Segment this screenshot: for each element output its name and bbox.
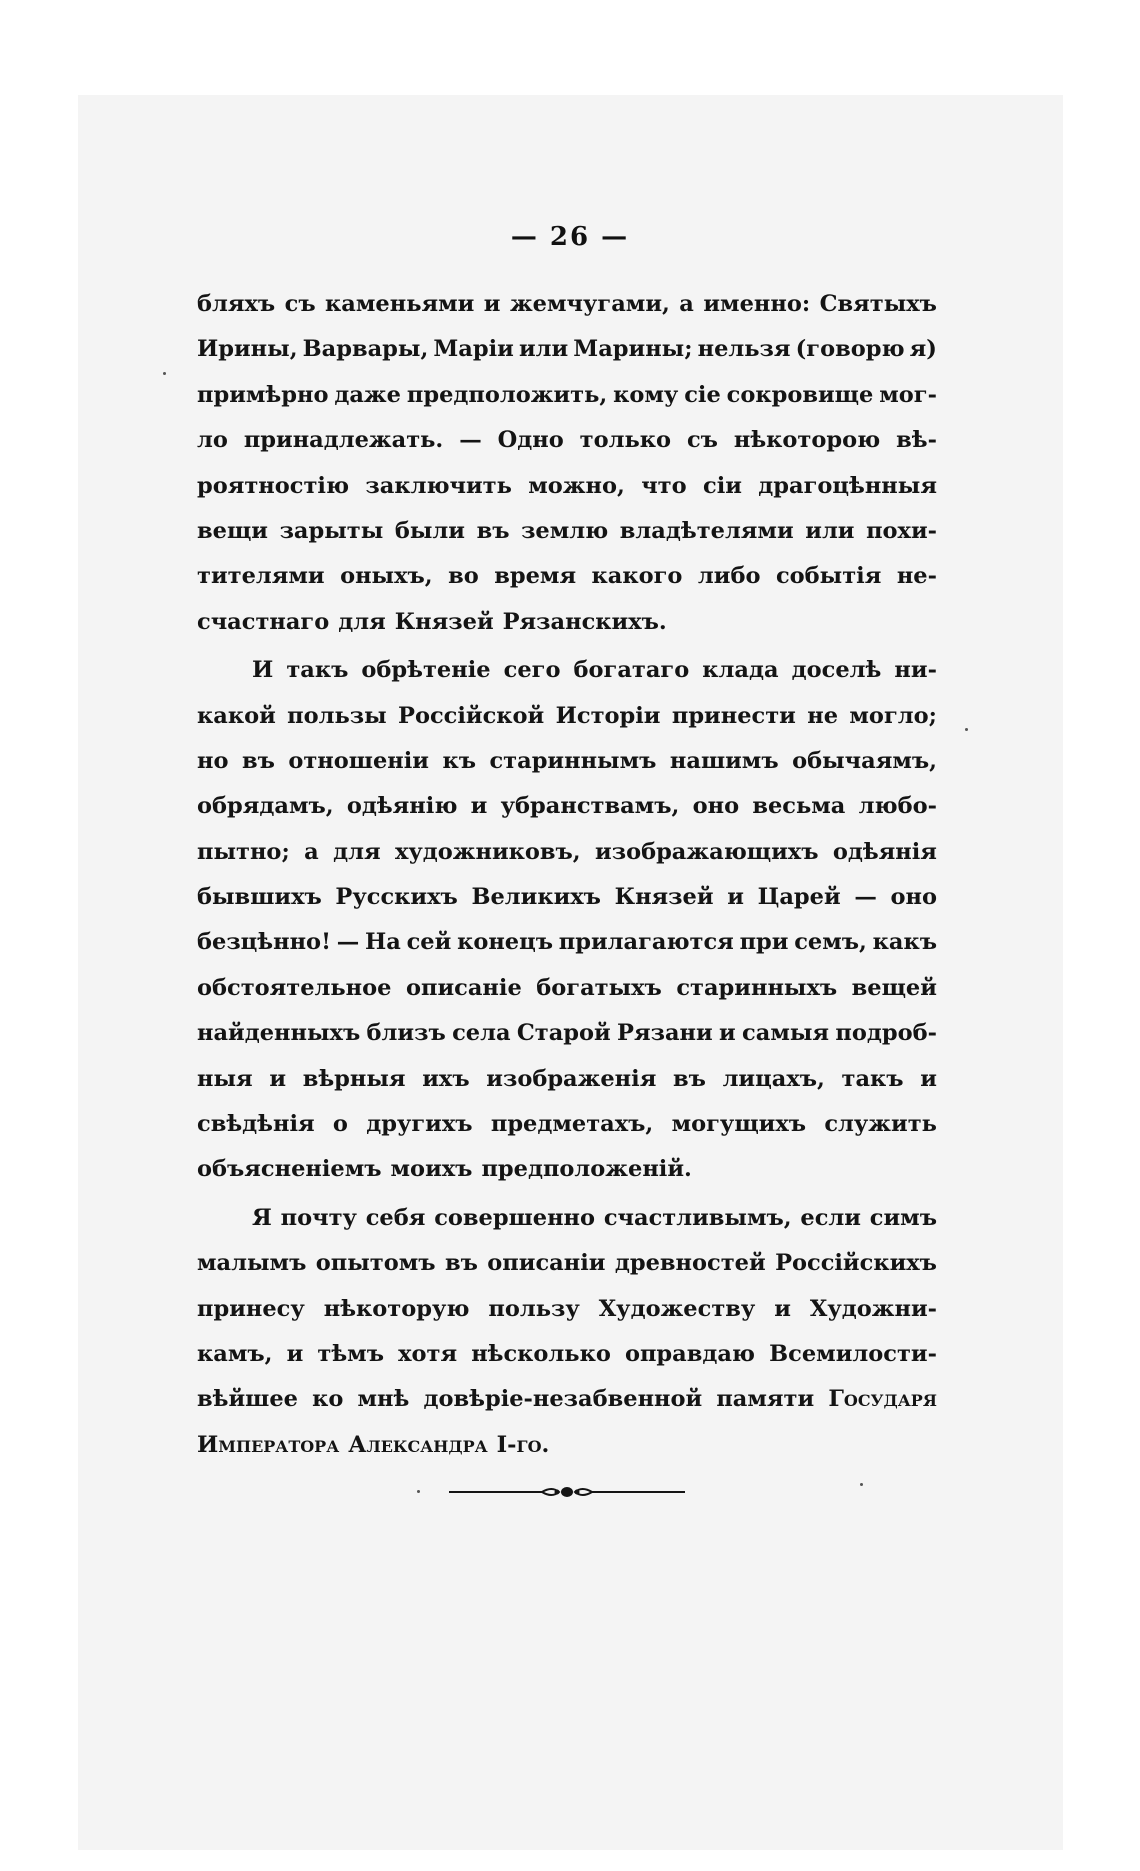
word: пытно;	[197, 838, 290, 865]
word: обычаямъ,	[792, 747, 937, 774]
text-line	[197, 875, 937, 920]
word: старинныхъ	[676, 974, 838, 1001]
word: одѣянія	[832, 838, 937, 865]
word: ко	[312, 1386, 344, 1413]
word: не	[807, 702, 839, 729]
word: при	[739, 929, 789, 956]
page-speck	[417, 1490, 420, 1493]
word: похи-	[866, 517, 937, 544]
word: Царей	[757, 884, 841, 911]
word: Одно	[497, 427, 564, 454]
word: I-го.	[496, 1431, 550, 1458]
word: въ	[241, 747, 275, 774]
word: изображающихъ	[595, 838, 819, 865]
word: моихъ	[390, 1156, 473, 1183]
word: я)	[909, 336, 937, 363]
word: памяти	[716, 1386, 815, 1413]
word: совершенно	[434, 1204, 596, 1231]
word: время	[494, 563, 577, 590]
word: Ирины,	[197, 336, 298, 363]
page-speck	[163, 372, 166, 375]
word: Всемилости-	[769, 1340, 937, 1367]
word: ныя	[197, 1065, 253, 1092]
word: —	[459, 427, 482, 454]
text-line	[197, 739, 937, 784]
word: такъ	[841, 1065, 904, 1092]
word: древностей	[614, 1250, 766, 1277]
word: отношеніи	[288, 747, 429, 774]
word: а	[304, 838, 319, 865]
word: и	[719, 1020, 736, 1047]
word: роятностію	[197, 472, 350, 499]
word: пользу	[488, 1295, 580, 1322]
word: либо	[697, 563, 761, 590]
word: могло;	[849, 702, 937, 729]
word: Святыхъ	[819, 291, 937, 317]
word: описаніе	[405, 974, 522, 1001]
text-line	[197, 920, 937, 965]
text-line	[197, 1287, 937, 1332]
word: принадлежать.	[243, 427, 444, 454]
word: оно	[692, 793, 740, 820]
word: богатыхъ	[536, 974, 662, 1001]
word: владѣтелями	[619, 517, 794, 544]
word: и	[483, 291, 501, 317]
word: и	[774, 1295, 791, 1322]
word: На	[364, 929, 401, 956]
word: весьма	[752, 793, 846, 820]
word: Рязанскихъ.	[502, 608, 667, 635]
word: семъ,	[794, 929, 867, 956]
word: нельзя	[697, 336, 791, 363]
word: Императора	[197, 1431, 340, 1458]
word: въ	[672, 1065, 706, 1092]
text-line	[197, 1241, 937, 1286]
word: (говорю	[795, 336, 905, 363]
word: самыя	[742, 1020, 830, 1047]
word: предметахъ,	[490, 1111, 654, 1138]
word: что	[641, 472, 687, 499]
word: объясненіемъ	[197, 1156, 382, 1183]
word: съ	[284, 291, 316, 317]
word: какой	[197, 702, 276, 729]
text-line	[197, 1377, 937, 1422]
word: села	[452, 1020, 511, 1047]
word: съ	[686, 427, 718, 454]
tailpiece-ornament	[447, 1484, 687, 1500]
word: Великихъ	[471, 884, 601, 911]
text-line	[197, 1147, 937, 1192]
word: только	[579, 427, 672, 454]
word: въ	[444, 1250, 478, 1277]
text-line	[197, 554, 937, 599]
text-line	[197, 418, 937, 463]
word: предположить,	[406, 381, 608, 408]
word: обрѣтеніе	[361, 657, 491, 684]
word: Старой	[516, 1020, 611, 1047]
text-line	[197, 1057, 937, 1102]
word: довѣріе-незабвенной	[423, 1386, 703, 1413]
word: подроб-	[835, 1020, 937, 1047]
text-line	[197, 1011, 937, 1056]
word: —	[854, 884, 877, 911]
word: себя	[365, 1204, 426, 1231]
word: принести	[671, 702, 796, 729]
word: тителями	[197, 563, 325, 590]
word: —	[336, 929, 360, 956]
word: вѣйшее	[197, 1386, 298, 1413]
word: Рязани	[617, 1020, 713, 1047]
word: прилагаются	[558, 929, 734, 956]
word: ни-	[894, 657, 937, 684]
text-line	[197, 282, 937, 327]
word: сего	[503, 657, 561, 684]
word: нѣкоторою	[733, 427, 881, 454]
word: Художеству	[598, 1295, 756, 1322]
word: сокровище	[726, 381, 874, 408]
word: можно,	[528, 472, 625, 499]
word: богатаго	[573, 657, 690, 684]
word: принесу	[197, 1295, 305, 1322]
word: оно	[890, 884, 937, 911]
text-line	[197, 966, 937, 1011]
word: Князей	[394, 608, 494, 635]
word: ихъ	[422, 1065, 470, 1092]
word: стариннымъ	[489, 747, 657, 774]
word: Исторіи	[555, 702, 661, 729]
word: примѣрно	[197, 381, 329, 408]
word: а	[679, 291, 694, 317]
word: Князей	[614, 884, 714, 911]
word: сіи	[703, 472, 742, 499]
word: почту	[280, 1204, 357, 1231]
word: камъ,	[197, 1340, 273, 1367]
word: убранствамъ,	[500, 793, 680, 820]
word: любо-	[858, 793, 937, 820]
word: или	[518, 336, 569, 363]
word: могущихъ	[671, 1111, 807, 1138]
word: хотя	[398, 1340, 458, 1367]
word: именно:	[703, 291, 811, 317]
text-line	[197, 509, 937, 554]
word: сіе	[684, 381, 721, 408]
word: нашимъ	[669, 747, 779, 774]
word: бывшихъ	[197, 884, 322, 911]
word: бляхъ	[197, 291, 276, 317]
word: драгоцѣнныя	[758, 472, 937, 499]
word: вѣ-	[896, 427, 937, 454]
word: ло	[197, 427, 228, 454]
word: пользы	[287, 702, 387, 729]
text-line	[197, 1102, 937, 1147]
word: тѣмъ	[317, 1340, 384, 1367]
word: одѣянію	[346, 793, 458, 820]
word: клада	[702, 657, 779, 684]
text-line	[197, 1332, 937, 1377]
word: счастнаго	[197, 608, 330, 635]
text-line	[197, 830, 937, 875]
word: симъ	[869, 1204, 937, 1231]
word: Художни-	[809, 1295, 937, 1322]
word: какъ	[872, 929, 937, 956]
word: Александра	[348, 1431, 488, 1458]
word: Марины;	[573, 336, 693, 363]
word: и	[920, 1065, 937, 1092]
word: вещи	[197, 517, 268, 544]
word: сей	[406, 929, 452, 956]
word: обстоятельное	[197, 974, 392, 1001]
word: доселѣ	[791, 657, 882, 684]
word: были	[394, 517, 465, 544]
word: Варвары,	[302, 336, 429, 363]
word: И	[252, 657, 274, 684]
word: не-	[896, 563, 937, 590]
word: найденныхъ	[197, 1020, 361, 1047]
word: вѣрныя	[302, 1065, 406, 1092]
word: художниковъ,	[394, 838, 581, 865]
text-line	[197, 373, 937, 418]
text-line	[197, 694, 937, 739]
word: Россійской	[398, 702, 545, 729]
word: вещей	[851, 974, 937, 1001]
word: оправдаю	[624, 1340, 756, 1367]
word: зарыты	[279, 517, 384, 544]
word: лицахъ,	[722, 1065, 825, 1092]
word: заключить	[365, 472, 512, 499]
word: къ	[442, 747, 476, 774]
word: нѣсколько	[471, 1340, 611, 1367]
word: или	[805, 517, 855, 544]
word: Маріи	[433, 336, 514, 363]
word: Государя	[828, 1386, 937, 1413]
word: кому	[613, 381, 679, 408]
word: описаніи	[487, 1250, 606, 1277]
word: о	[332, 1111, 348, 1138]
word: Русскихъ	[335, 884, 458, 911]
word: если	[800, 1204, 861, 1231]
text-line	[197, 784, 937, 829]
word: конецъ	[457, 929, 553, 956]
page-number: — 26 —	[510, 222, 630, 252]
word: изображенія	[486, 1065, 657, 1092]
word: событія	[775, 563, 882, 590]
word: обрядамъ,	[197, 793, 334, 820]
word: каменьями	[325, 291, 475, 317]
word: землю	[521, 517, 609, 544]
word: и	[269, 1065, 287, 1092]
word: другихъ	[366, 1111, 473, 1138]
word: но	[197, 747, 229, 774]
word: для	[338, 608, 386, 635]
word: безцѣнно!	[197, 929, 331, 956]
word: близъ	[366, 1020, 446, 1047]
word: для	[333, 838, 381, 865]
text-line	[197, 1423, 937, 1468]
word: нѣкоторую	[323, 1295, 470, 1322]
word: Россійскихъ	[775, 1250, 937, 1277]
word: счастливымъ,	[603, 1204, 792, 1231]
body-text	[197, 282, 937, 1468]
word: даже	[334, 381, 401, 408]
text-line	[197, 327, 937, 372]
word: малымъ	[197, 1250, 307, 1277]
text-line	[197, 600, 937, 645]
word: оныхъ,	[340, 563, 433, 590]
text-line	[197, 1196, 937, 1241]
word: свѣдѣнія	[197, 1111, 315, 1138]
page-speck	[965, 728, 968, 731]
word: опытомъ	[315, 1250, 436, 1277]
word: и	[727, 884, 744, 911]
word: въ	[476, 517, 510, 544]
word: и	[470, 793, 488, 820]
word: такъ	[286, 657, 349, 684]
word: предположеній.	[481, 1156, 692, 1183]
word: жемчугами,	[509, 291, 670, 317]
word: во	[448, 563, 479, 590]
word: служить	[824, 1111, 937, 1138]
word: какого	[591, 563, 683, 590]
word: мог-	[879, 381, 937, 408]
word: и	[286, 1340, 304, 1367]
text-line	[197, 464, 937, 509]
word: Я	[252, 1204, 272, 1231]
word: мнѣ	[357, 1386, 410, 1413]
page-speck	[860, 1483, 863, 1486]
text-line	[197, 648, 937, 693]
